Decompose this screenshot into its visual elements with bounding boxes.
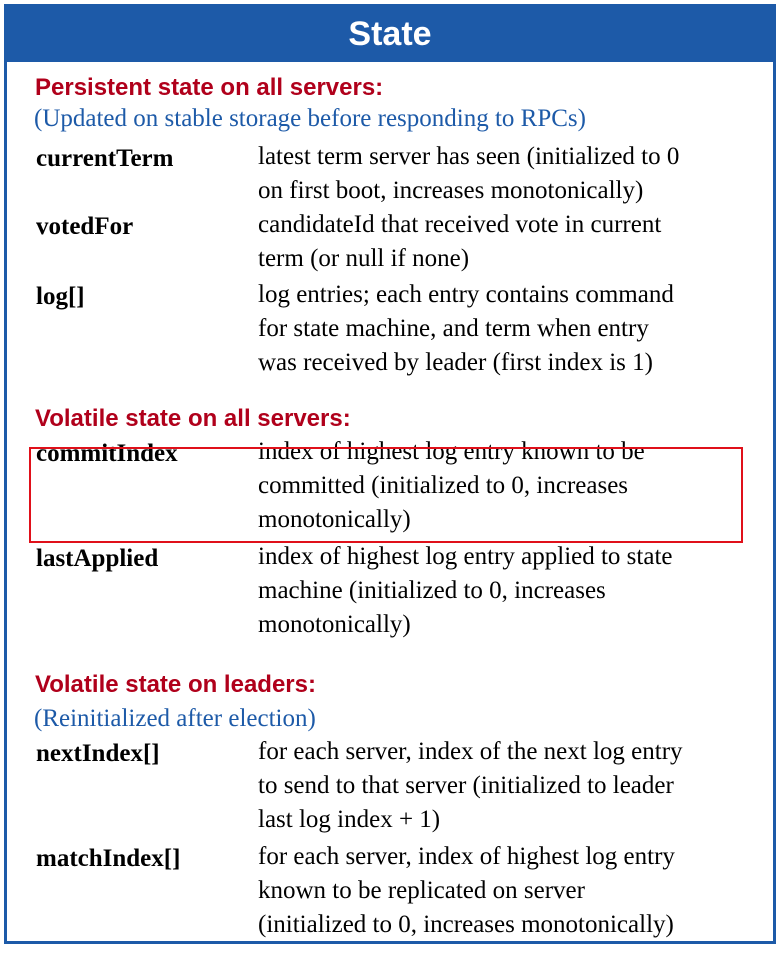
- field-desc-lastapplied: index of highest log entry applied to state machine (initialized to 0, increases monotonically): [258, 543, 673, 638]
- field-name-votedfor: votedFor: [36, 213, 134, 240]
- field-name-lastapplied: lastApplied: [36, 545, 159, 572]
- field-name-nextindex: nextIndex[]: [36, 740, 160, 767]
- card-header: State: [7, 7, 773, 62]
- field-desc-matchindex: for each server, index of highest log entry known to be replicated on server (initialized to 0, increases monotonically): [258, 843, 675, 938]
- section-title-persistent: Persistent state on all servers:: [35, 74, 384, 101]
- field-name-commitindex: commitIndex: [36, 440, 178, 467]
- field-name-matchindex: matchIndex[]: [36, 845, 181, 872]
- state-card: [4, 4, 776, 944]
- section-note-persistent: (Updated on stable storage before responding to RPCs): [34, 105, 586, 132]
- field-desc-log: log entries; each entry contains command for state machine, and term when entry was received by leader (first index is 1): [258, 281, 674, 376]
- field-desc-votedfor: candidateId that received vote in current term (or null if none): [258, 211, 662, 272]
- field-desc-currentterm: latest term server has seen (initialized to 0 on first boot, increases monotonically): [258, 143, 680, 204]
- field-desc-commitindex: index of highest log entry known to be committed (initialized to 0, increases monotonically): [258, 438, 645, 533]
- section-note-leaders: (Reinitialized after election): [34, 705, 316, 732]
- field-name-currentterm: currentTerm: [36, 145, 174, 172]
- field-name-log: log[]: [36, 283, 85, 310]
- highlight-box: [29, 447, 743, 543]
- section-title-volatile-all: Volatile state on all servers:: [35, 405, 351, 432]
- field-desc-nextindex: for each server, index of the next log entry to send to that server (initialized to leader last log index + 1): [258, 738, 683, 833]
- section-title-volatile-leaders: Volatile state on leaders:: [35, 671, 316, 698]
